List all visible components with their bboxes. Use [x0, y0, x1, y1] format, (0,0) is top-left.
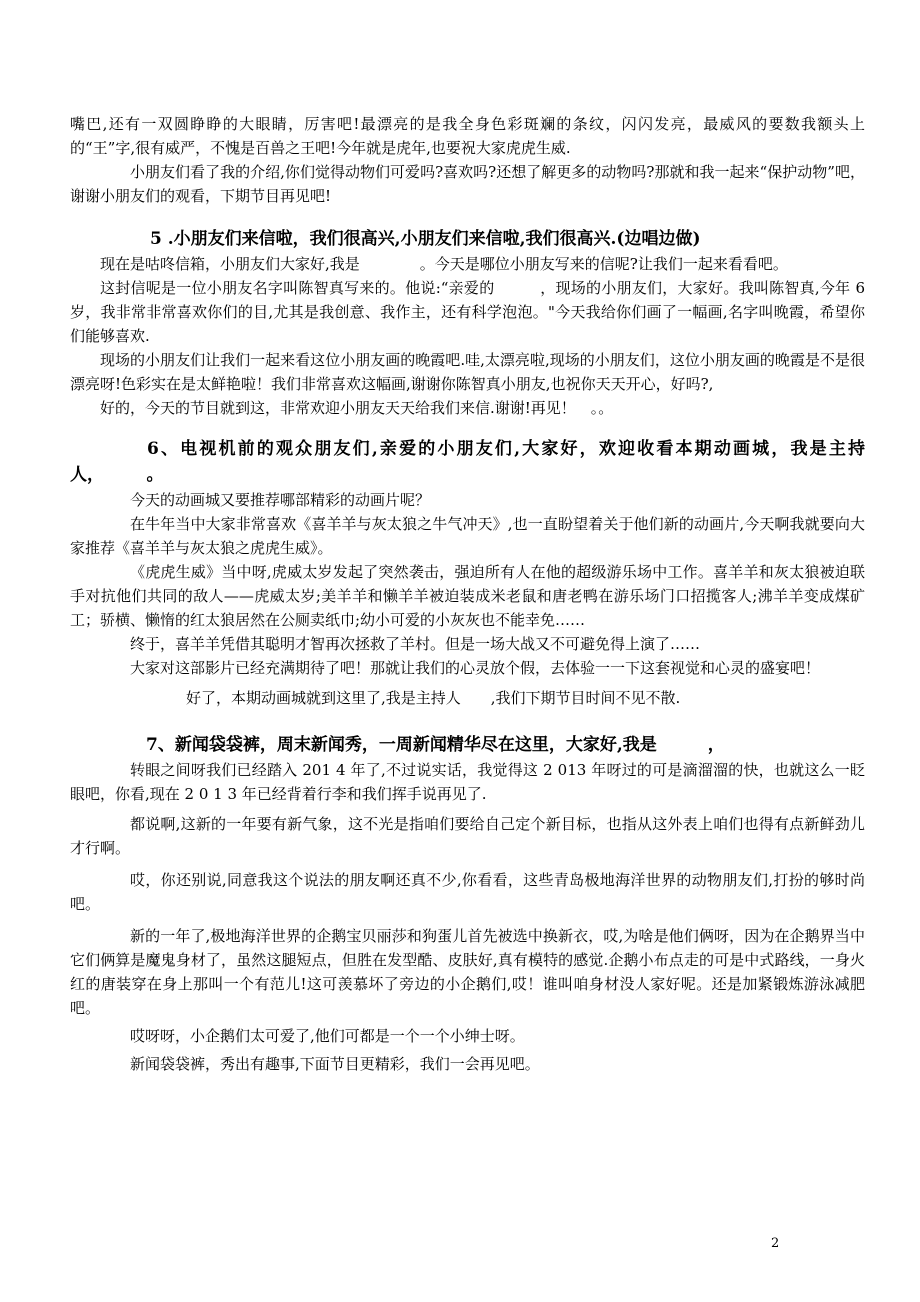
paragraph: 终于，喜羊羊凭借其聪明才智再次拯救了羊村。但是一场大战又不可避免得上演了…… [130, 635, 701, 653]
paragraph: 《虎虎生威》当中呀,虎威太岁发起了突然袭击，强迫所有人在他的超级游乐场中工作。喜羊羊和灰太狼被迫联手对抗他们共同的敌人——虎威太岁;美羊羊和懒羊羊被迫装成米老鼠和唐老鸭在游乐场门口招揽客人;沸羊羊变成煤矿工；骄横、懒惰的红太狼居然在公厕卖纸巾;幼小可爱的小灰灰也不能幸免…… [70, 563, 865, 629]
document-page [70, 112, 865, 1076]
paragraph: 这封信呢是一位小朋友名字叫陈智真写来的。他说:“亲爱的 ，现场的小朋友们，大家好。我叫陈智真,今年 6 岁，我非常非常喜欢你们的目,尤其是我创意、我作主，还有科学泡泡。"今天我给你们画了一幅画,名字叫晚霞，希望你们能够喜欢. [70, 279, 865, 345]
paragraph: 大家对这部影片已经充满期待了吧！那就让我们的心灵放个假，去体验一一下这套视觉和心灵的盛宴吧！ [130, 659, 821, 677]
paragraph: 哎，你还别说,同意我这个说法的朋友啊还真不少,你看看，这些青岛极地海洋世界的动物朋友们,打扮的够时尚吧。 [70, 871, 865, 913]
section-heading-5: 5 .小朋友们来信啦，我们很高兴,小朋友们来信啦,我们很高兴.(边唱边做) [150, 229, 701, 249]
section-heading-7: 7、新闻袋袋裤，周末新闻秀，一周新闻精华尽在这里，大家好,我是 ， [146, 735, 725, 755]
section-heading-6: 6、电视机前的观众朋友们,亲爱的小朋友们,大家好，欢迎收看本期动画城，我是主持人， 。 [70, 439, 865, 485]
paragraph: 今天的动画城又要推荐哪部精彩的动画片呢？ [130, 491, 431, 509]
paragraph: 哎呀呀，小企鹅们太可爱了,他们可都是一个一个小绅士呀。 [130, 1027, 525, 1045]
paragraph: 嘴巴,还有一双圆睁睁的大眼睛，厉害吧!最漂亮的是我全身色彩斑斓的条纹，闪闪发亮，最威风的要数我额头上的“王”字,很有威严，不愧是百兽之王吧!今年就是虎年,也要祝大家虎虎生威. [70, 115, 865, 157]
paragraph: 在牛年当中大家非常喜欢《喜羊羊与灰太狼之牛气冲天》,也一直盼望着关于他们新的动画片,今天啊我就要向大家推荐《喜羊羊与灰太狼之虎虎生威》。 [70, 515, 865, 557]
page-number: 2 [771, 1236, 780, 1251]
paragraph: 现在是咕咚信箱，小朋友们大家好,我是 。今天是哪位小朋友写来的信呢?让我们一起来看看吧。 [100, 255, 788, 273]
paragraph: 新闻袋袋裤，秀出有趣事,下面节目更精彩，我们一会再见吧。 [130, 1055, 540, 1073]
paragraph: 现场的小朋友们让我们一起来看这位小朋友画的晚霞吧.哇,太漂亮啦,现场的小朋友们，这位小朋友画的晚霞是不是很漂亮呀!色彩实在是太鲜艳啦！我们非常喜欢这幅画,谢谢你陈智真小朋友,也祝你天天开心，好吗?, [70, 351, 865, 393]
paragraph: 都说啊,这新的一年要有新气象，这不光是指咱们要给自己定个新目标，也指从这外表上咱们也得有点新鲜劲儿才行啊。 [70, 815, 865, 857]
paragraph: 好了，本期动画城就到这里了,我是主持人 ,我们下期节目时间不见不散. [186, 689, 681, 707]
paragraph: 小朋友们看了我的介绍,你们觉得动物们可爱吗?喜欢吗?还想了解更多的动物吗?那就和我一起来“保护动物”吧，谢谢小朋友们的观看，下期节目再见吧! [70, 163, 865, 205]
paragraph: 转眼之间呀我们已经踏入 201 4 年了,不过说实话，我觉得这 2 013 年呀过的可是滴溜溜的快，也就这么一眨眼吧，你看,现在 2 0 1 3 年已经背着行李和我们挥手说再见了. [70, 761, 865, 803]
paragraph: 新的一年了,极地海洋世界的企鹅宝贝丽莎和狗蛋儿首先被选中换新衣，哎,为啥是他们俩呀，因为在企鹅界当中它们俩算是魔鬼身材了，虽然这腿短点，但胜在发型酷、皮肤好,真有模特的感觉.企鹅小布点走的可是中式路线，一身火红的唐装穿在身上那叫一个有范儿!这可羡慕坏了旁边的小企鹅们,哎！谁叫咱身材没人家好呢。还是加紧锻炼游泳减肥吧。 [70, 927, 865, 1017]
paragraph: 好的，今天的节目就到这，非常欢迎小朋友天天给我们来信.谢谢!再见！ 。。 [100, 399, 614, 417]
